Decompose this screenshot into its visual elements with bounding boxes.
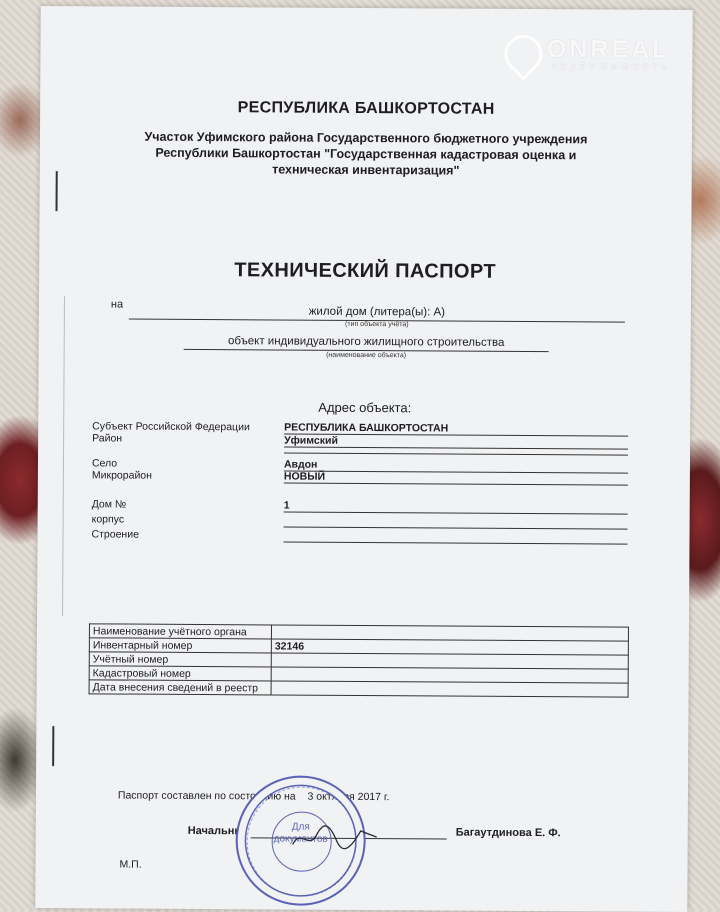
signer-name: Багаутдинова Е. Ф. <box>455 826 561 840</box>
address-value: Уфимский <box>284 435 628 450</box>
address-label: Район <box>92 432 123 445</box>
handwritten-signature <box>291 823 381 854</box>
stamp-text-line: документов <box>273 833 328 845</box>
registry-label: Дата внесения сведений в реестр <box>89 680 271 695</box>
watermark-logo-icon <box>497 27 551 81</box>
address-value: 1 <box>284 500 628 515</box>
compiled-text: Паспорт составлен по состоянию на <box>117 789 296 803</box>
address-value <box>283 530 627 545</box>
address-label: Микрорайон <box>91 469 153 482</box>
object-type-caption: (тип объекта учёта) <box>344 320 409 329</box>
organization-line: Республики Башкортостан "Государственная кадастровая оценка и <box>155 145 577 163</box>
address-label: Строение <box>91 528 139 541</box>
address-label: корпус <box>91 513 125 526</box>
organization-line: Участок Уфимского района Государственного бюджетного учреждения <box>144 129 588 147</box>
registry-table <box>89 623 629 697</box>
registry-label: Кадастровый номер <box>89 666 271 681</box>
object-name-caption: (наименование объекта) <box>326 351 407 360</box>
organization-line: техническая инвентаризация" <box>272 162 460 178</box>
position-label: Начальник <box>187 824 247 838</box>
stamp-text-line: Для <box>291 821 310 833</box>
address-label: Село <box>91 457 118 470</box>
document-sheet <box>35 6 692 912</box>
object-name-value: объект индивидуального жилищного строительства <box>227 335 505 349</box>
republic-heading: РЕСПУБЛИКА БАШКОРТОСТАН <box>237 99 495 118</box>
on-label: на <box>110 298 124 311</box>
address-label: Дом № <box>91 498 127 511</box>
address-heading: Адрес объекта: <box>318 399 412 416</box>
registry-label: Наименование учётного органа <box>89 624 271 639</box>
address-value <box>284 515 628 530</box>
address-value: РЕСПУБЛИКА БАШКОРТОСТАН <box>284 422 628 437</box>
watermark-tagline: НЕДВИЖИМОСТЬ <box>550 61 671 72</box>
watermark <box>547 35 671 72</box>
registry-value <box>271 681 628 697</box>
binding-mark <box>56 171 58 211</box>
registry-value: 32146 <box>271 639 628 655</box>
document-title: ТЕХНИЧЕСКИЙ ПАСПОРТ <box>234 259 497 283</box>
table-row <box>89 680 628 697</box>
organization-heading <box>40 128 692 180</box>
address-value: Авдон <box>284 459 628 474</box>
registry-label: Инвентарный номер <box>89 638 271 653</box>
binding-mark <box>52 726 54 766</box>
watermark-brand: ONREAL <box>546 35 671 64</box>
compiled-date: 3 октября 2017 г. <box>307 790 390 804</box>
registry-label: Учётный номер <box>89 652 271 667</box>
binding-fold <box>62 296 65 616</box>
seal-place-label: М.П. <box>119 858 142 871</box>
address-blank-line <box>284 453 628 456</box>
address-label: Субъект Российской Федерации <box>92 420 250 434</box>
object-type-value: жилой дом (литера(ы): А) <box>308 305 446 319</box>
address-value: НОВЫЙ <box>284 471 628 486</box>
